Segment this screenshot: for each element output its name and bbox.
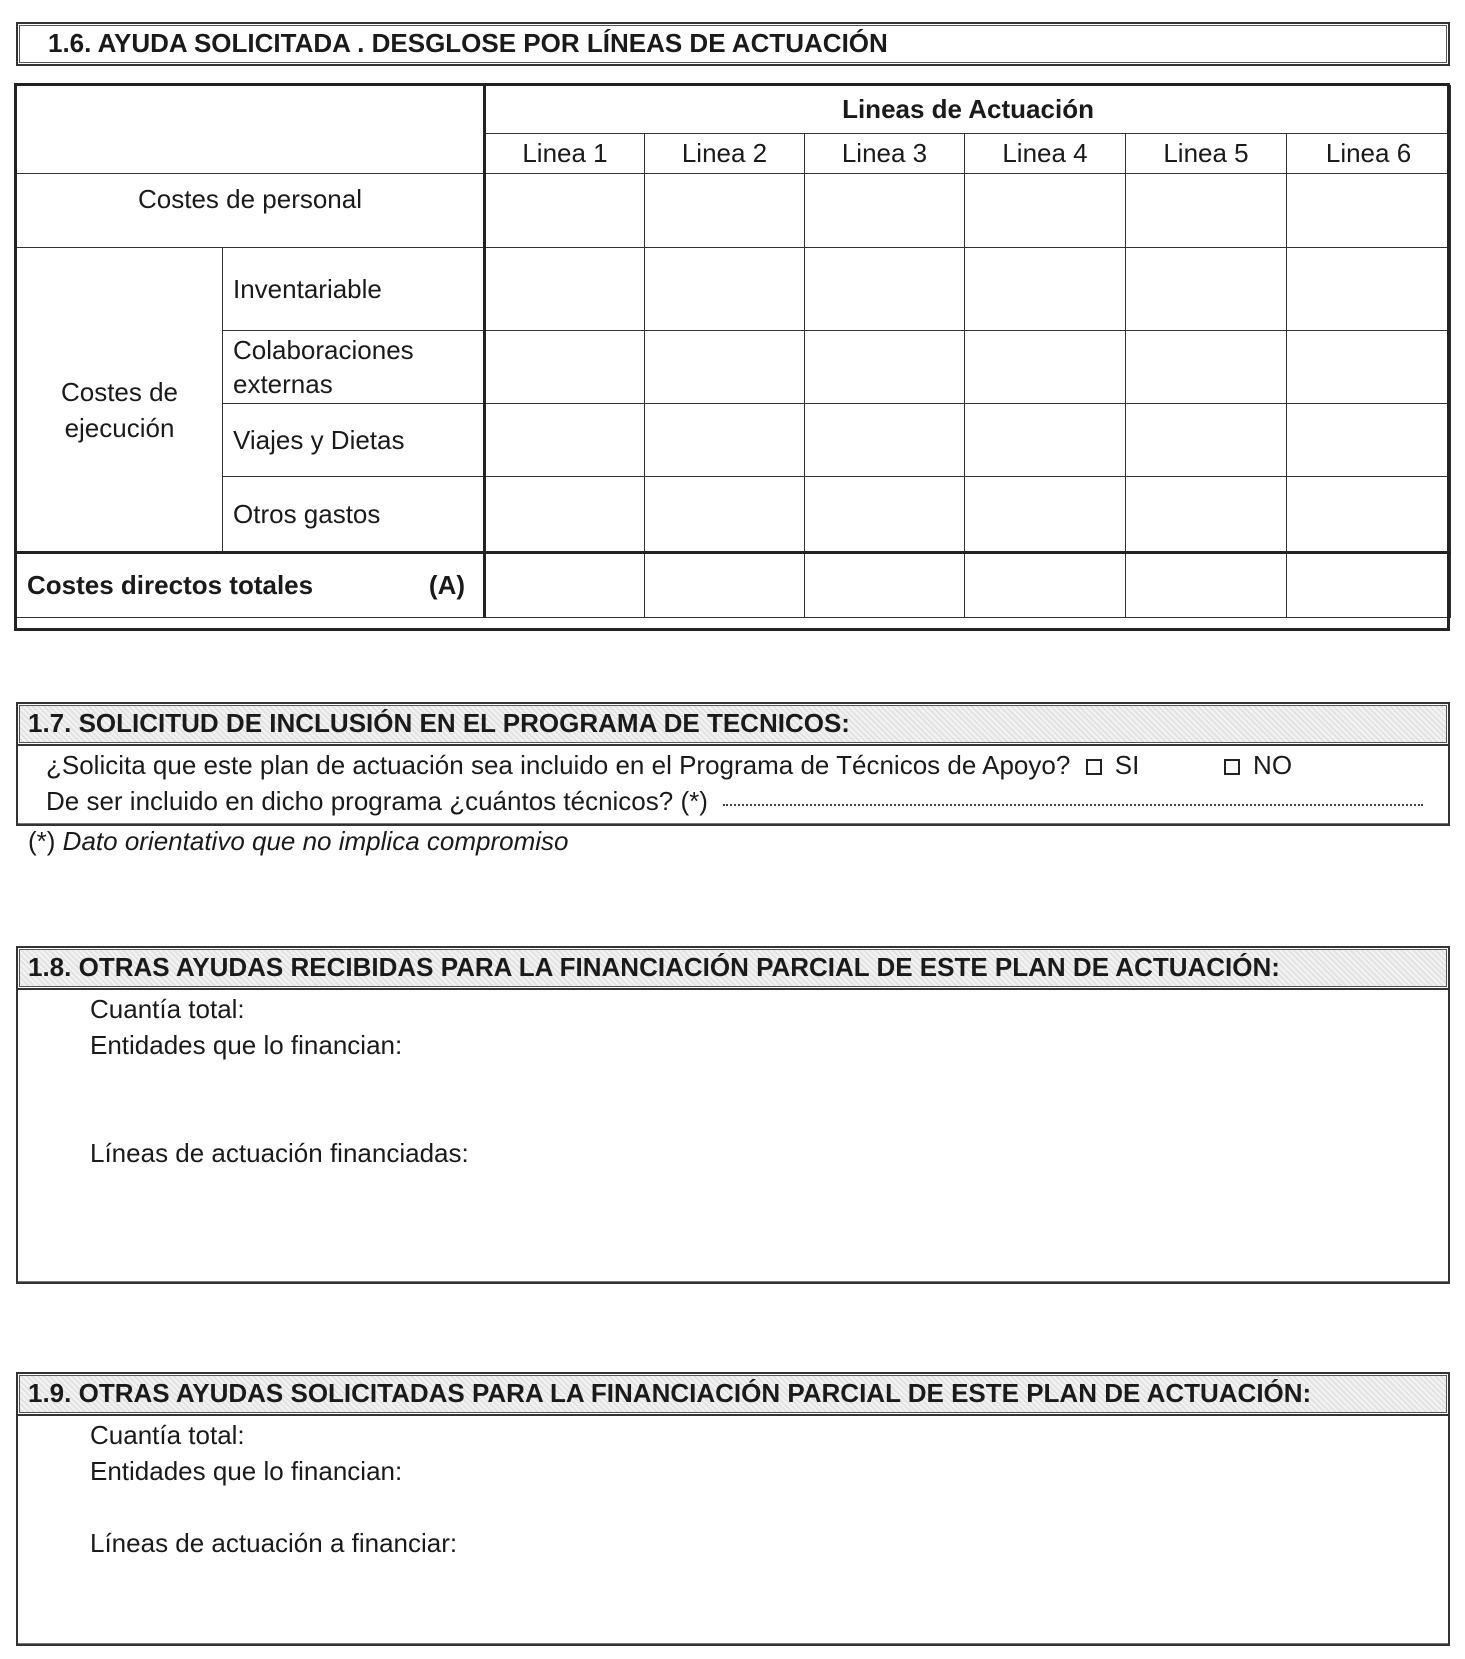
section-1-7-title-text: 1.7. SOLICITUD DE INCLUSIÓN EN EL PROGRAMA DE TECNICOS: (28, 708, 850, 738)
section-1-8-title-text: 1.8. OTRAS AYUDAS RECIBIDAS PARA LA FINANCIACIÓN PARCIAL DE ESTE PLAN DE ACTUACIÓN: (28, 952, 1280, 982)
section-1-8-box (16, 990, 1450, 1284)
input-cell[interactable] (645, 477, 805, 553)
input-cell[interactable] (645, 553, 805, 618)
input-cell[interactable] (805, 331, 965, 404)
colaboraciones-text: Colaboraciones externas (233, 335, 414, 399)
costes-ejecucion-text: Costes de ejecución (60, 376, 179, 443)
s19-cuantia-label: Cuantía total: (90, 1420, 245, 1450)
input-cell[interactable] (965, 553, 1126, 618)
question-row (46, 750, 1292, 781)
row-label-total (17, 553, 485, 618)
footnote-text: Dato orientativo que no implica compromiso (62, 826, 569, 856)
total-marker: (A) (428, 570, 465, 600)
lineas-group-header: Lineas de Actuación (485, 86, 1451, 134)
sub-row-label-otros-gastos: Otros gastos (223, 477, 485, 553)
input-cell[interactable] (965, 174, 1126, 248)
row-otros-gastos (17, 477, 1451, 553)
input-cell[interactable] (485, 174, 645, 248)
input-cell[interactable] (485, 404, 645, 477)
input-cell[interactable] (485, 248, 645, 331)
question2-text: De ser incluido en dicho programa ¿cuántos técnicos? (*) (46, 786, 708, 816)
footnote (28, 826, 568, 857)
input-cell[interactable] (805, 174, 965, 248)
s19-entidades-label: Entidades que lo financian: (90, 1456, 403, 1486)
input-cell[interactable] (1287, 248, 1451, 331)
input-cell[interactable] (645, 174, 805, 248)
budget-breakdown-table (16, 85, 1451, 618)
row-label-costes-personal: Costes de personal (17, 174, 485, 248)
input-cell[interactable] (965, 477, 1126, 553)
option-si-label: SI (1114, 750, 1140, 780)
table-header-row-1 (17, 86, 1451, 134)
row-colaboraciones (17, 331, 1451, 404)
input-cell[interactable] (805, 477, 965, 553)
input-cell[interactable] (805, 248, 965, 331)
input-cell[interactable] (485, 477, 645, 553)
input-cell[interactable] (485, 553, 645, 618)
sub-row-label-colaboraciones (223, 331, 485, 404)
s19-lineas-label: Líneas de actuación a financiar: (90, 1528, 458, 1558)
input-cell[interactable] (1126, 553, 1287, 618)
s18-entidades-label: Entidades que lo financian: (90, 1030, 403, 1060)
section-1-8-title (16, 946, 1450, 990)
input-cell[interactable] (1126, 174, 1287, 248)
input-cell[interactable] (805, 404, 965, 477)
row-costes-directos-totales (17, 553, 1451, 618)
input-cell[interactable] (1287, 404, 1451, 477)
footnote-marker: (*) (28, 826, 56, 856)
input-cell[interactable] (1126, 331, 1287, 404)
input-cell[interactable] (805, 553, 965, 618)
input-cell[interactable] (485, 331, 645, 404)
column-header-linea-6: Linea 6 (1287, 134, 1451, 174)
input-cell[interactable] (1287, 553, 1451, 618)
input-cell[interactable] (1287, 477, 1451, 553)
section-1-9-title-text: 1.9. OTRAS AYUDAS SOLICITADAS PARA LA FINANCIACIÓN PARCIAL DE ESTE PLAN DE ACTUACIÓN: (28, 1378, 1312, 1408)
input-cell[interactable] (965, 404, 1126, 477)
row-costes-personal (17, 174, 1451, 248)
input-cell[interactable] (645, 404, 805, 477)
section-1-7-title (16, 702, 1450, 746)
question2-row (46, 786, 1423, 817)
row-inventariable (17, 248, 1451, 331)
row-viajes (17, 404, 1451, 477)
input-cell[interactable] (645, 331, 805, 404)
checkbox-no[interactable] (1224, 759, 1240, 775)
column-header-linea-1: Linea 1 (485, 134, 645, 174)
input-cell[interactable] (1287, 174, 1451, 248)
input-cell[interactable] (645, 248, 805, 331)
column-header-linea-5: Linea 5 (1126, 134, 1287, 174)
option-no-label: NO (1253, 750, 1293, 780)
section-1-7-box (16, 746, 1450, 826)
section-1-6-title-text: 1.6. AYUDA SOLICITADA . DESGLOSE POR LÍNEAS DE ACTUACIÓN (48, 28, 888, 58)
input-cell[interactable] (965, 248, 1126, 331)
row-label-costes-ejecucion (17, 248, 223, 553)
column-header-linea-2: Linea 2 (645, 134, 805, 174)
sub-row-label-inventariable: Inventariable (223, 248, 485, 331)
tecnicos-count-field[interactable] (723, 804, 1423, 806)
column-header-linea-3: Linea 3 (805, 134, 965, 174)
question-text: ¿Solicita que este plan de actuación sea incluido en el Programa de Técnicos de Apoyo? (46, 750, 1071, 780)
table-corner-cell (17, 86, 485, 174)
section-1-6-title (16, 22, 1450, 66)
input-cell[interactable] (1126, 248, 1287, 331)
input-cell[interactable] (1126, 404, 1287, 477)
section-1-9-box (16, 1416, 1450, 1646)
s18-lineas-label: Líneas de actuación financiadas: (90, 1138, 469, 1168)
input-cell[interactable] (1126, 477, 1287, 553)
input-cell[interactable] (1287, 331, 1451, 404)
s18-cuantia-label: Cuantía total: (90, 994, 245, 1024)
section-1-9-title (16, 1372, 1450, 1416)
checkbox-si[interactable] (1086, 759, 1102, 775)
input-cell[interactable] (965, 331, 1126, 404)
total-label-text: Costes directos totales (27, 570, 314, 600)
sub-row-label-viajes: Viajes y Dietas (223, 404, 485, 477)
column-header-linea-4: Linea 4 (965, 134, 1126, 174)
